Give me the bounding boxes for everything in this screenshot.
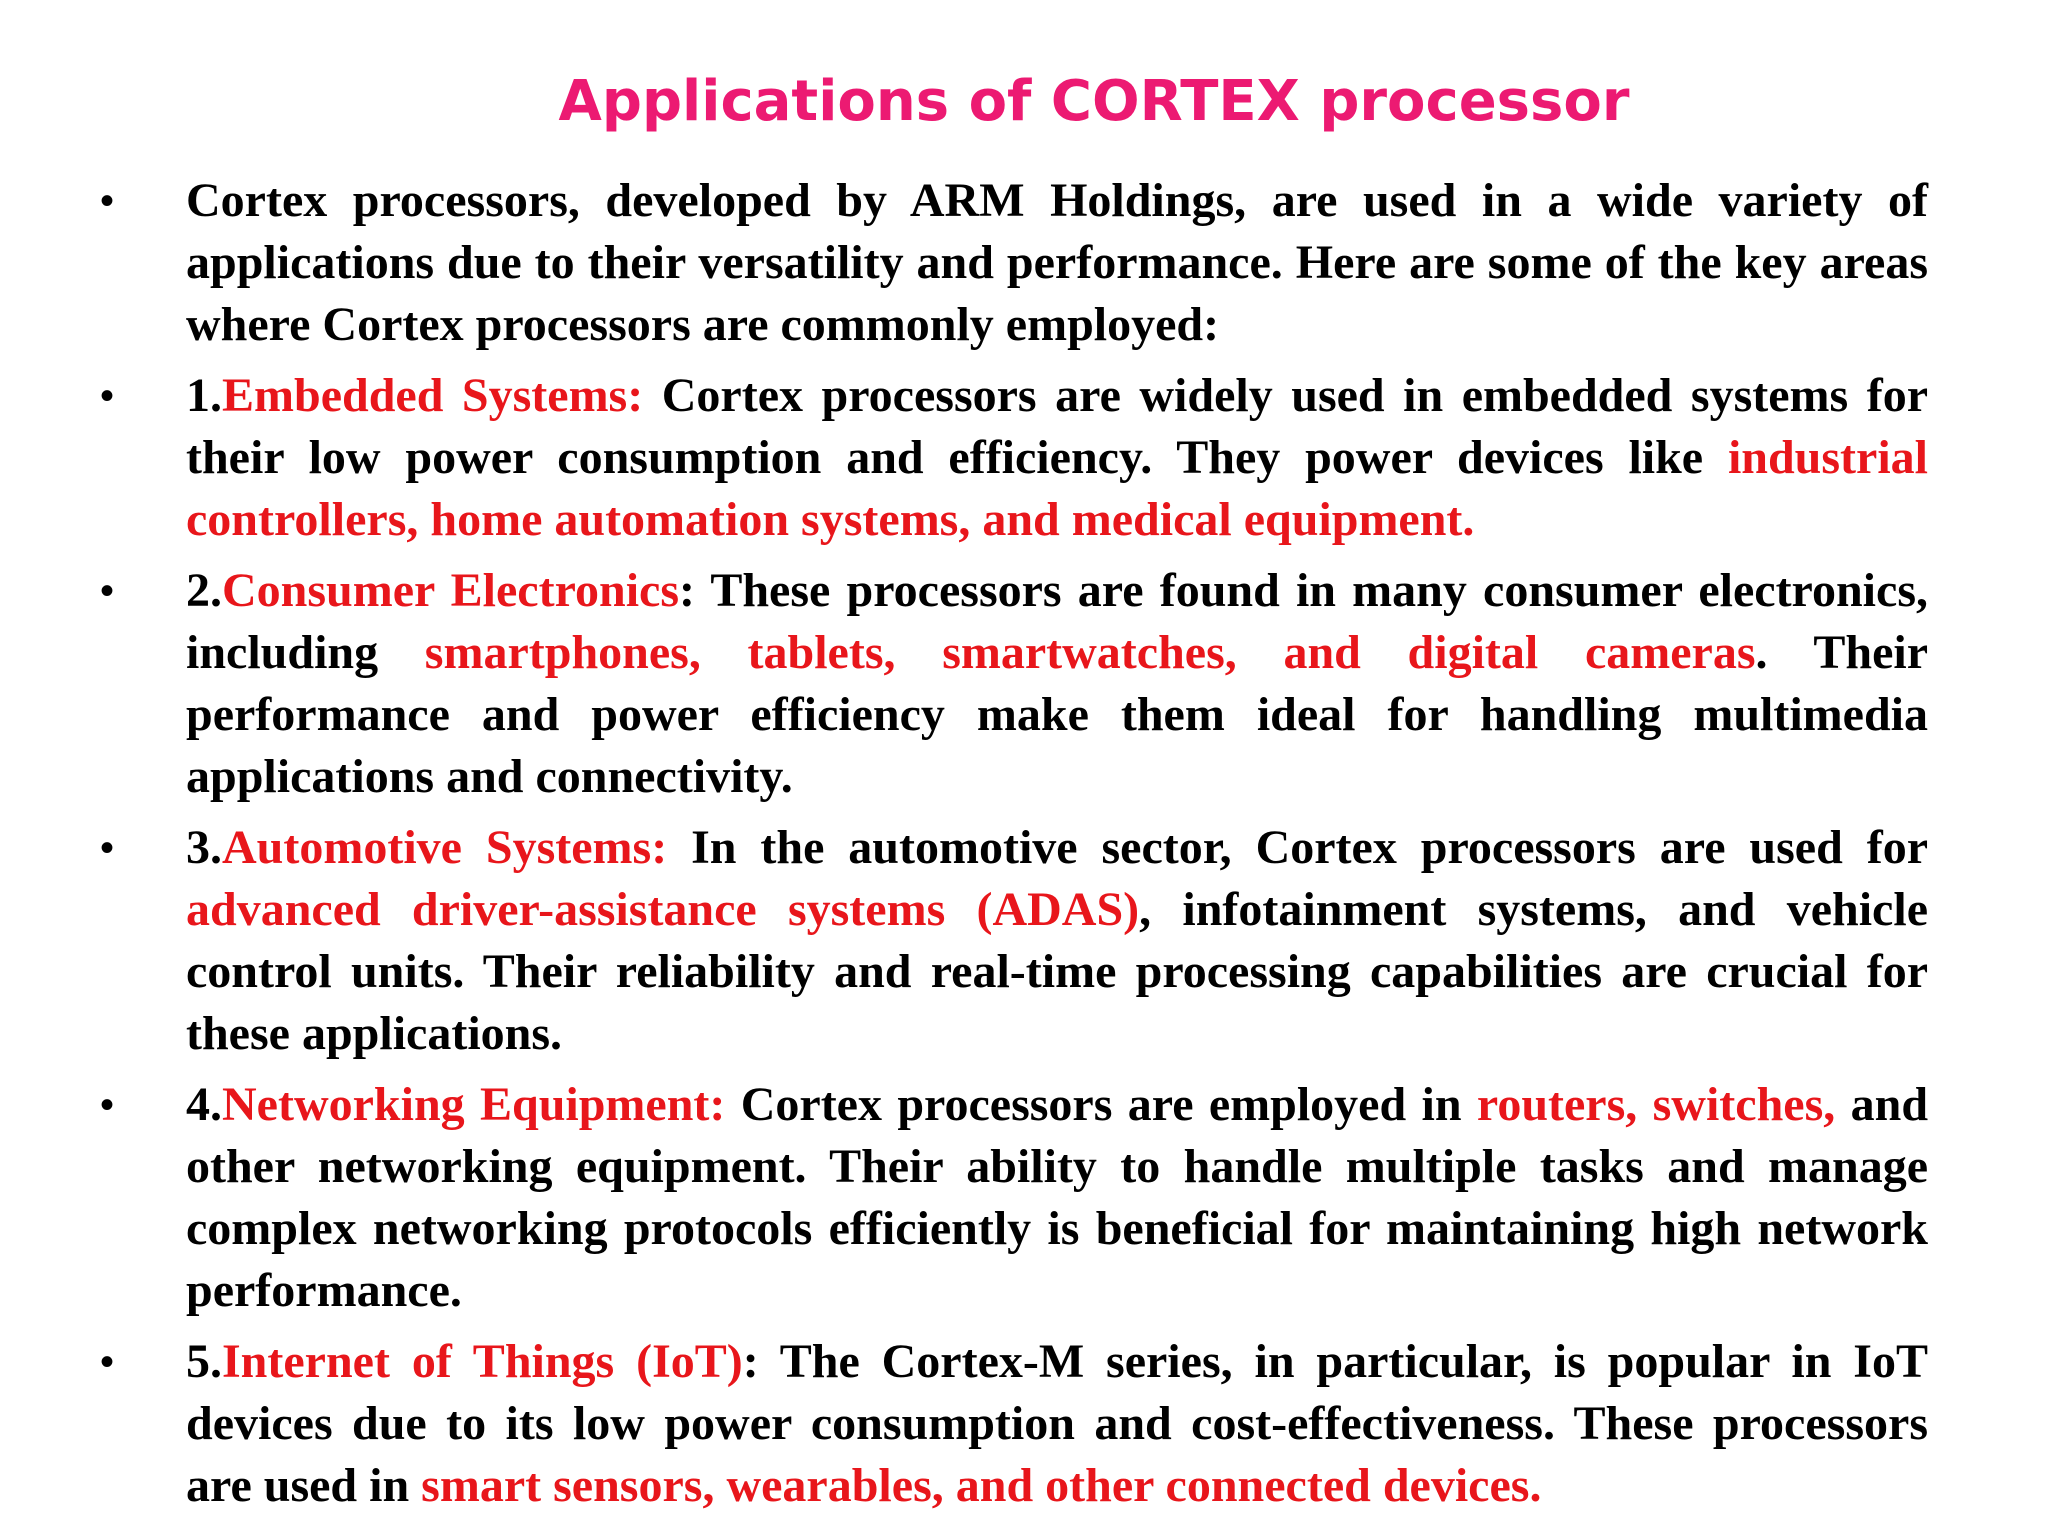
body-text: 5. (186, 1335, 222, 1388)
body-text: and other networking equipment. Their ability to handle multiple tasks and manage complex networking protocols efficiently is beneficial for maintaining high network performance. (186, 1078, 1929, 1317)
highlight-text: Consumer Electronics (222, 564, 680, 617)
bullet-item (0, 365, 2048, 551)
highlight-text: Internet of Things (IoT) (222, 1335, 743, 1388)
highlight-text: Networking Equipment: (222, 1078, 726, 1131)
highlight-text: routers, switches, (1476, 1078, 1836, 1131)
highlight-text: Embedded Systems: (222, 369, 644, 422)
highlight-text: Automotive Systems: (222, 821, 668, 874)
bullet-text (186, 817, 1928, 1065)
body-text: . Their performance and power efficiency make them ideal for handling multimedia applications and connectivity. (186, 626, 1929, 803)
bullet-text (186, 560, 1928, 808)
body-text: Cortex processors are employed in (725, 1078, 1477, 1131)
bullet-item (0, 817, 2048, 1065)
bullet-dot-icon: • (100, 826, 115, 870)
bullet-text (186, 1074, 1928, 1322)
body-text: In the automotive sector, Cortex processors are used for (667, 821, 1928, 874)
bullet-item (0, 1074, 2048, 1322)
bullet-text (186, 1331, 1928, 1517)
highlight-text: industrial controllers, home automation systems, and medical equipment. (186, 431, 1928, 546)
highlight-text: smartphones, tablets, smartwatches, and digital cameras (424, 626, 1756, 679)
body-text: 3. (186, 821, 222, 874)
body-text: : These processors are found in many consumer electronics, including (186, 564, 1929, 679)
bullet-dot-icon: • (100, 569, 115, 613)
slide-title: Applications of CORTEX processor (558, 69, 1630, 134)
body-text: 4. (186, 1078, 222, 1131)
body-text: Cortex processors, developed by ARM Holdings, are used in a wide variety of applications due to their versatility and performance. Here are some of the key areas where Cortex processors are commonly employed: (186, 174, 1928, 351)
bullet-dot-icon: • (100, 1340, 115, 1384)
body-text: : The Cortex-M series, in particular, is popular in IoT devices due to its low power consumption and cost-effectiveness. These processors are used in (186, 1335, 1928, 1512)
bullet-text (186, 365, 1928, 551)
bullet-item (0, 170, 2048, 356)
highlight-text: advanced driver-assistance systems (ADAS) (186, 883, 1140, 936)
bullet-dot-icon: • (100, 1083, 115, 1127)
body-text: Cortex processors are widely used in embedded systems for their low power consumption and efficiency. They power devices like (186, 369, 1929, 484)
body-text: 1. (186, 369, 222, 422)
bullet-item (0, 560, 2048, 808)
highlight-text: smart sensors, wearables, and other connected devices. (421, 1459, 1542, 1512)
bullet-list (0, 170, 2048, 1526)
bullet-text (186, 170, 1928, 356)
bullet-dot-icon: • (100, 374, 115, 418)
bullet-item (0, 1331, 2048, 1517)
bullet-dot-icon: • (100, 179, 115, 223)
body-text: 2. (186, 564, 222, 617)
body-text: , infotainment systems, and vehicle control units. Their reliability and real-time processing capabilities are crucial for these applications. (186, 883, 1928, 1060)
